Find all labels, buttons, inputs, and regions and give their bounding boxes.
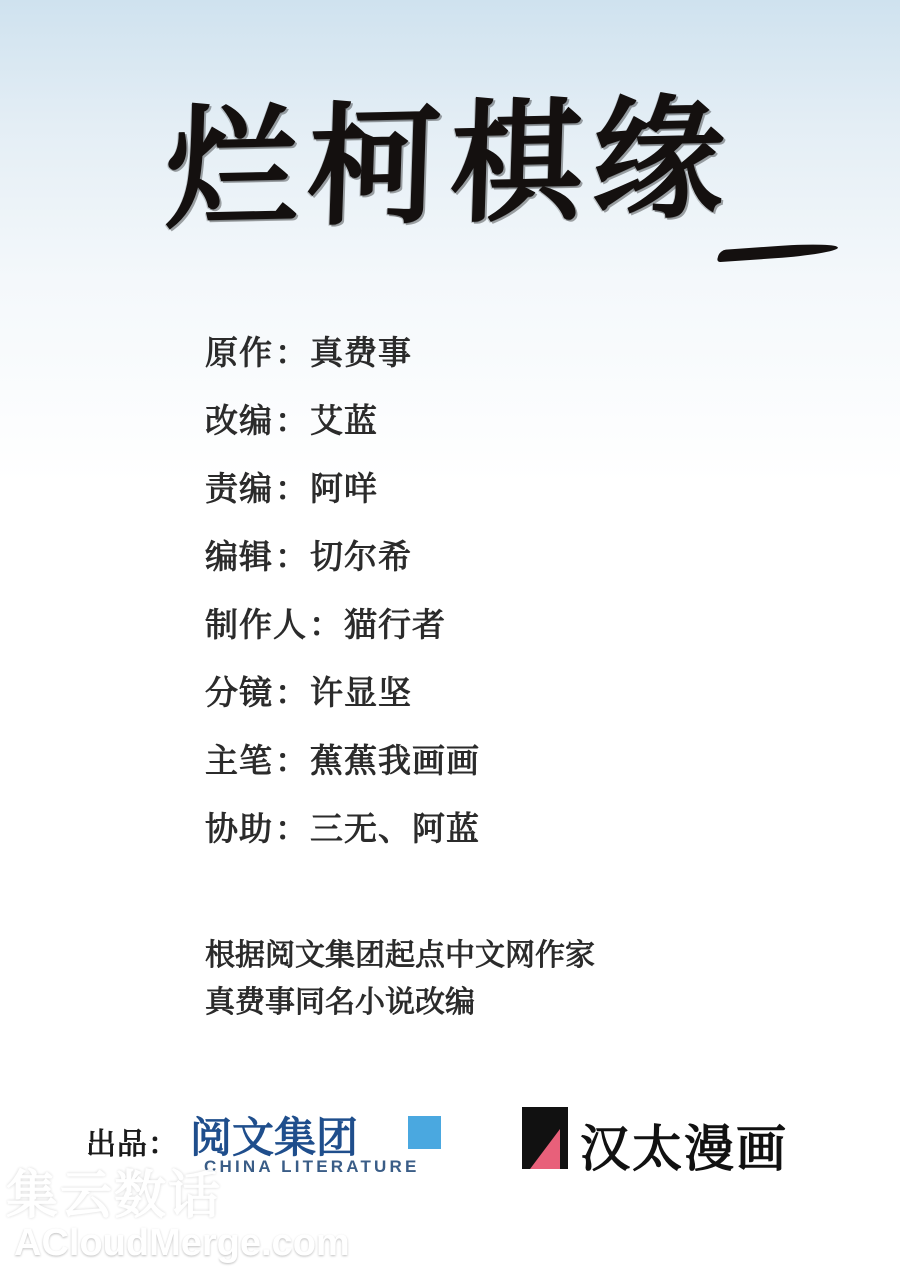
studio-logo-name: 汉太漫画 (580, 1120, 788, 1178)
credit-row (205, 336, 825, 369)
china-literature-logo (190, 1105, 455, 1183)
china-literature-logo-en: CHINA LITERATURE (204, 1157, 420, 1176)
credit-row (205, 744, 825, 777)
credit-separator: ： (275, 470, 308, 507)
comic-title-block (0, 81, 900, 248)
source-adaptation-note (205, 933, 845, 1026)
credit-name: 真费事 (310, 334, 412, 371)
source-note-line-1: 根据阅文集团起点中文网作家 (205, 939, 595, 972)
source-note-line-2: 真费事同名小说改编 (205, 985, 475, 1019)
credit-name: 三无、阿蓝 (310, 810, 480, 847)
credit-separator: ： (309, 606, 342, 643)
credit-role: 分镜 (205, 674, 273, 711)
credit-name: 阿咩 (310, 470, 378, 507)
produced-by-label: 出品： (86, 1128, 179, 1161)
credit-role: 改编 (205, 402, 273, 439)
credit-separator: ： (275, 402, 308, 439)
watermark-site-url: ACloudMerge.com (14, 1222, 350, 1264)
credit-row (205, 404, 825, 437)
credit-name: 猫行者 (344, 606, 446, 643)
credit-role: 责编 (205, 470, 273, 507)
credit-role: 编辑 (205, 538, 273, 575)
studio-logo (522, 1107, 802, 1178)
title-brush-stroke-decoration (716, 242, 839, 263)
credit-role: 协助 (205, 810, 273, 847)
credit-name: 许显坚 (310, 674, 412, 711)
credit-role: 原作 (205, 334, 273, 371)
credit-separator: ： (275, 810, 308, 847)
credit-separator: ： (275, 538, 308, 575)
credit-role: 主笔 (205, 742, 273, 779)
credit-name: 蕉蕉我画画 (310, 742, 480, 779)
credit-row (205, 812, 825, 845)
credit-row (205, 676, 825, 709)
studio-logo-mark-icon (522, 1107, 568, 1169)
credits-list (205, 336, 825, 880)
credit-row (205, 472, 825, 505)
china-literature-logo-cn: 阅文集团 (190, 1113, 359, 1162)
credit-role: 制作人 (205, 606, 307, 643)
credit-separator: ： (275, 674, 308, 711)
credit-row (205, 540, 825, 573)
credit-name: 切尔希 (310, 538, 412, 575)
credit-separator: ： (275, 742, 308, 779)
credit-separator: ： (275, 334, 308, 371)
watermark-platform: 腾讯动漫 (777, 1230, 886, 1260)
credit-row (205, 608, 825, 641)
page-title: 烂柯棋缘 (163, 81, 737, 248)
credit-name: 艾蓝 (310, 402, 378, 439)
china-literature-logo-square-mark (408, 1116, 441, 1149)
watermark-chinese: 集云数话 (6, 1166, 223, 1226)
